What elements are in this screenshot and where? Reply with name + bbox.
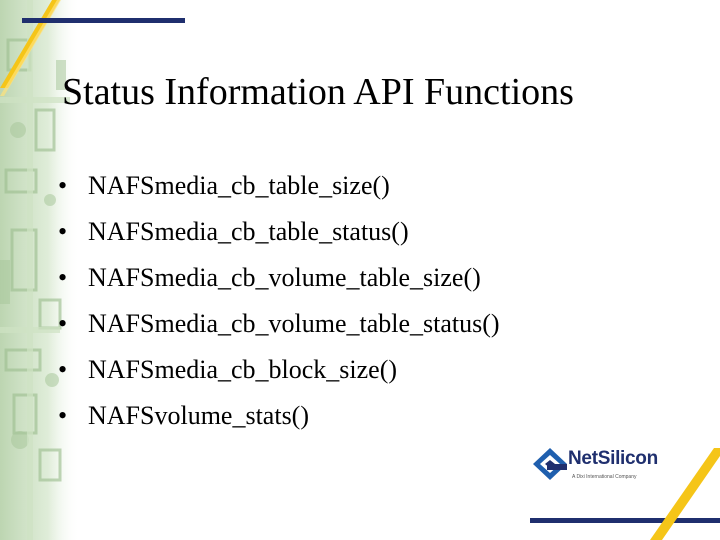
list-item (58, 255, 500, 301)
bullet-marker: • (58, 263, 68, 292)
bullet-marker: • (58, 171, 68, 200)
slide-title: Status Information API Functions (62, 71, 574, 113)
function-name: NAFSmedia_cb_table_size() (88, 171, 390, 200)
logo-wordmark: NetSilicon (568, 448, 658, 469)
function-name: NAFSmedia_cb_table_status() (88, 217, 409, 246)
function-name: NAFSvolume_stats() (88, 401, 309, 430)
list-item (58, 209, 500, 255)
bullet-marker: • (58, 309, 68, 338)
list-item (58, 347, 500, 393)
netsilicon-logo-icon (530, 446, 570, 486)
bullet-marker: • (58, 401, 68, 430)
bullet-marker: • (58, 217, 68, 246)
function-name: NAFSmedia_cb_volume_table_status() (88, 309, 500, 338)
netsilicon-logo (530, 444, 680, 490)
function-name: NAFSmedia_cb_volume_table_size() (88, 263, 481, 292)
function-list (58, 163, 500, 439)
list-item (58, 301, 500, 347)
bullet-marker: • (58, 355, 68, 384)
function-name: NAFSmedia_cb_block_size() (88, 355, 398, 384)
list-item (58, 163, 500, 209)
logo-tagline: A Dixi International Company (572, 474, 637, 480)
list-item (58, 393, 500, 439)
